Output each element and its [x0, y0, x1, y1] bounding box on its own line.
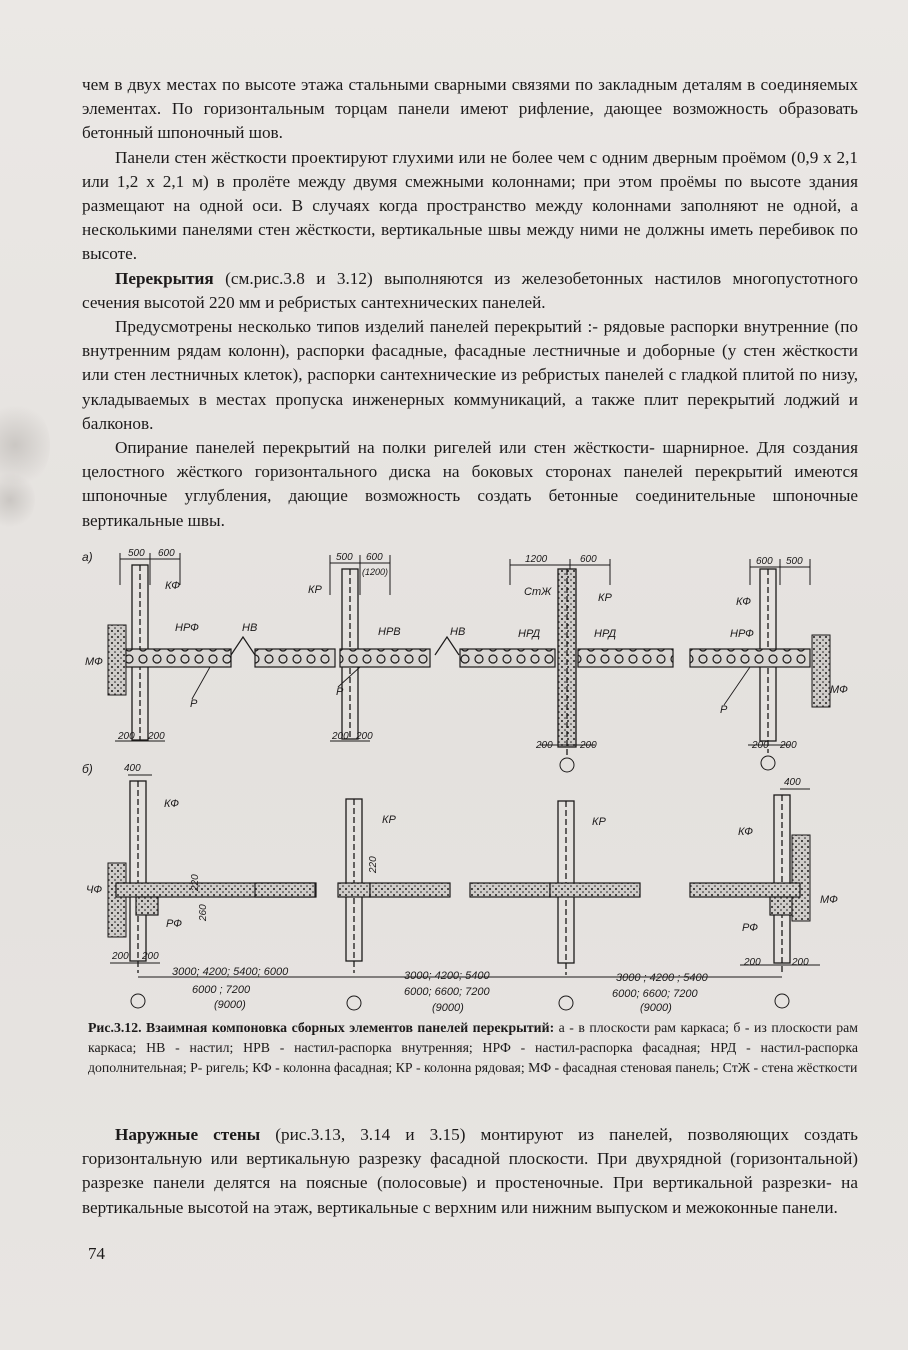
dim: 200 — [792, 957, 809, 968]
label: МФ — [85, 656, 103, 668]
figure-3-12-floor-panels — [80, 545, 860, 1015]
page-number: 74 — [88, 1244, 105, 1263]
dim: 500 — [786, 556, 803, 567]
term-heading: Наружные стены — [115, 1125, 261, 1144]
paragraph: Предусмотрены несколько типов изделий панелей перекрытий :- рядовые распорки внутренние (по внутренним рядам колонн), распорки фасадные, фасадные лестничные и доборные (у стен жёсткости или стен лестничных клеток), распорки сантехнические из ребристых панелей с гладкой плитой по низу, укладываемых в местах пропуска инженерных коммуникаций, а также плит перекрытий лоджий и балконов. — [82, 317, 858, 433]
dim: 400 — [124, 763, 141, 774]
dim: (1200) — [362, 567, 389, 577]
dim: 200 — [752, 740, 769, 751]
dim: 220 — [368, 856, 379, 873]
label: КФ — [736, 596, 751, 608]
dim: 200 — [332, 731, 349, 742]
label: МФ — [830, 684, 848, 696]
term-heading: Перекрытия — [115, 268, 214, 288]
dim: 200 — [536, 740, 553, 751]
paragraph: Перекрытия (см.рис.3.8 и 3.12) выполняются из железобетонных настилов многопустотного сечения высотой 220 мм и ребристых сантехнических панелей. — [82, 268, 858, 312]
label: РФ — [742, 922, 758, 934]
dim: 1200 — [525, 554, 548, 565]
caption-title: Рис.3.12. Взаимная компоновка сборных элементов панелей перекрытий: — [88, 1020, 555, 1035]
dim: 200 — [580, 740, 597, 751]
span-dim: 3000; 4200; 5400; 6000 — [172, 966, 289, 978]
dim: 200 — [148, 731, 165, 742]
dim: 500 — [336, 552, 353, 563]
dim: 200 — [780, 740, 797, 751]
paragraph: Опирание панелей перекрытий на полки ригелей или стен жёсткости- шарнирное. Для создания целостного жёсткого горизонтального диска на боковых сторонах панелей перекрытий имеются шпоночные углубления, дающие возможность создать бетонные соединительные шпоночные вертикальные швы. — [82, 438, 858, 530]
label: НВ — [242, 622, 258, 634]
dim: 400 — [784, 777, 801, 788]
body-text-top — [82, 73, 858, 533]
dim: 600 — [756, 556, 773, 567]
figure-caption — [88, 1018, 858, 1078]
paragraph: чем в двух местах по высоте этажа стальными сварными связями по закладным деталям в соединяемых элементах. По горизонтальным торцам панели имеют рифление, дающее возможность образовать бетонный шпоночный шов. — [82, 75, 858, 143]
dim: 600 — [580, 554, 597, 565]
label: НРВ — [378, 626, 401, 638]
dim: 200 — [142, 951, 159, 962]
dim: 220 — [190, 874, 201, 891]
dim: 200 — [112, 951, 129, 962]
label: НРД — [518, 628, 541, 640]
span-dim: (9000) — [640, 1002, 672, 1014]
label: КР — [308, 584, 322, 596]
label: КФ — [165, 580, 180, 592]
label: КФ — [738, 826, 753, 838]
label: РФ — [166, 918, 182, 930]
span-dim: 3000; 4200; 5400 — [404, 970, 490, 982]
span-dim: 3000 ; 4200 ; 5400 — [616, 972, 708, 984]
label: МФ — [820, 894, 838, 906]
label: КФ — [164, 798, 179, 810]
label: КР — [592, 816, 606, 828]
label: Р — [190, 698, 198, 710]
dim: 500 — [128, 548, 145, 559]
label: НВ — [450, 626, 466, 638]
span-dim: 6000; 6600; 7200 — [404, 986, 490, 998]
dim: 200 — [118, 731, 135, 742]
dim: 260 — [198, 904, 209, 921]
dim: 200 — [744, 957, 761, 968]
span-dim: 6000 ; 7200 — [192, 984, 251, 996]
paragraph: Наружные стены (рис.3.13, 3.14 и 3.15) монтируют из панелей, позволяющих создать горизонтальную или вертикальную разрезку фасадной плоскости. При двухрядной (горизонтальной) разрезке панели делятся на поясные (полосовые) и простеночные. При вертикальной разрезки- на вертикальные высотой на этаж, вертикальные с верхним или нижним выпуском и межоконные панели. — [82, 1125, 858, 1217]
label-b: б) — [82, 762, 93, 776]
span-dim: (9000) — [432, 1002, 464, 1014]
label: НРФ — [175, 622, 199, 634]
label: Р — [720, 704, 728, 716]
label: ЧФ — [86, 884, 103, 896]
caption-text: а - в плоскости рам каркаса; б - из плоскости рам каркаса; НВ - настил; НРВ - настил-распорка внутренняя; НРФ - настил-распорка фасадная; НРД - настил-распорка дополнительная; Р- ригель; КФ - колонна фасадная; КР - колонна рядовая; МФ - фасадная стеновая панель; СтЖ - стена жёсткости — [88, 1020, 858, 1075]
body-text-bottom — [82, 1123, 858, 1220]
label-a: а) — [82, 550, 93, 564]
dim: 600 — [158, 548, 175, 559]
paragraph: Панели стен жёсткости проектируют глухими или не более чем с одним дверным проёмом (0,9 х 2,1 или 1,2 х 2,1 м) в пролёте между двумя смежными колоннами; при этом проёмы по высоте здания размещают на одной оси. В случаях когда пространство между колоннами заполняют не одной, а несколькими панелями стен жёсткости, вертикальные швы между ними не должны иметь перебивок по высоте. — [82, 147, 858, 264]
span-dim: (9000) — [214, 999, 246, 1011]
label: КР — [382, 814, 396, 826]
label: Р — [336, 686, 344, 698]
label: НРФ — [730, 628, 754, 640]
label: КР — [598, 592, 612, 604]
dim: 200 — [356, 731, 373, 742]
dim: 600 — [366, 552, 383, 563]
label: НРД — [594, 628, 617, 640]
label: СтЖ — [524, 586, 552, 598]
span-dim: 6000; 6600; 7200 — [612, 988, 698, 1000]
